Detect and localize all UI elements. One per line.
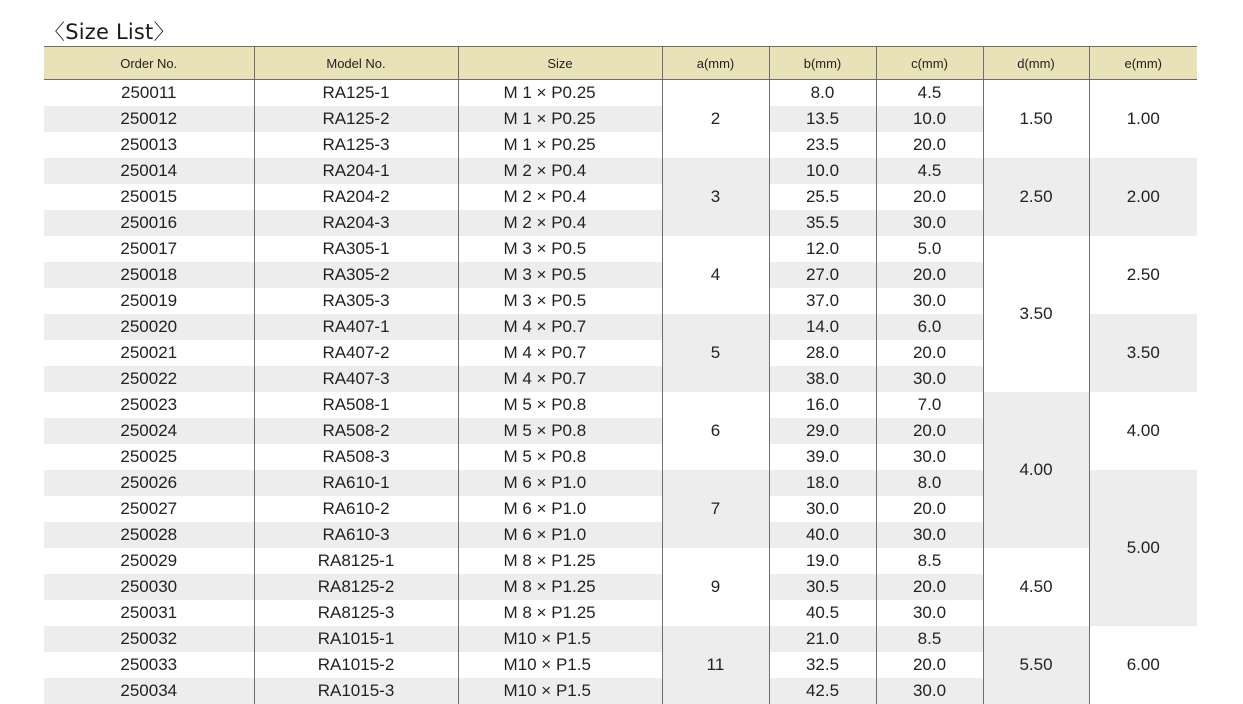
table-row xyxy=(44,392,1197,418)
order-no-cell: 250023 xyxy=(44,392,254,418)
model-no-cell: RA407-3 xyxy=(254,366,458,392)
c-mm-cell: 6.0 xyxy=(876,314,983,340)
c-mm-cell: 7.0 xyxy=(876,392,983,418)
d-mm-cell: 5.50 xyxy=(983,626,1089,704)
d-mm-cell: 3.50 xyxy=(983,236,1089,392)
d-mm-cell: 4.50 xyxy=(983,548,1089,626)
table-row xyxy=(44,548,1197,574)
b-mm-cell: 38.0 xyxy=(769,366,876,392)
size-cell: M 1 × P0.25 xyxy=(458,132,662,158)
b-mm-cell: 23.5 xyxy=(769,132,876,158)
size-cell: M 5 × P0.8 xyxy=(458,444,662,470)
e-mm-cell: 6.00 xyxy=(1089,626,1197,704)
size-cell: M 6 × P1.0 xyxy=(458,496,662,522)
a-mm-cell: 2 xyxy=(662,80,769,159)
c-mm-cell: 30.0 xyxy=(876,678,983,704)
c-mm-cell: 10.0 xyxy=(876,106,983,132)
c-mm-cell: 20.0 xyxy=(876,132,983,158)
a-mm-cell: 6 xyxy=(662,392,769,470)
c-mm-cell: 20.0 xyxy=(876,418,983,444)
model-no-cell: RA508-1 xyxy=(254,392,458,418)
model-no-cell: RA8125-3 xyxy=(254,600,458,626)
c-mm-cell: 5.0 xyxy=(876,236,983,262)
c-mm-cell: 20.0 xyxy=(876,340,983,366)
order-no-cell: 250032 xyxy=(44,626,254,652)
order-no-cell: 250033 xyxy=(44,652,254,678)
table-body xyxy=(44,80,1197,704)
c-mm-cell: 4.5 xyxy=(876,80,983,107)
header-d-mm: d(mm) xyxy=(983,47,1089,80)
order-no-cell: 250022 xyxy=(44,366,254,392)
order-no-cell: 250030 xyxy=(44,574,254,600)
b-mm-cell: 19.0 xyxy=(769,548,876,574)
model-no-cell: RA204-2 xyxy=(254,184,458,210)
c-mm-cell: 30.0 xyxy=(876,210,983,236)
c-mm-cell: 8.5 xyxy=(876,626,983,652)
order-no-cell: 250019 xyxy=(44,288,254,314)
table-row xyxy=(44,236,1197,262)
b-mm-cell: 25.5 xyxy=(769,184,876,210)
a-mm-cell: 7 xyxy=(662,470,769,548)
a-mm-cell: 3 xyxy=(662,158,769,236)
model-no-cell: RA1015-2 xyxy=(254,652,458,678)
model-no-cell: RA305-3 xyxy=(254,288,458,314)
model-no-cell: RA508-2 xyxy=(254,418,458,444)
size-cell: M 4 × P0.7 xyxy=(458,340,662,366)
model-no-cell: RA610-3 xyxy=(254,522,458,548)
model-no-cell: RA125-2 xyxy=(254,106,458,132)
c-mm-cell: 30.0 xyxy=(876,366,983,392)
model-no-cell: RA1015-1 xyxy=(254,626,458,652)
model-no-cell: RA1015-3 xyxy=(254,678,458,704)
c-mm-cell: 30.0 xyxy=(876,444,983,470)
b-mm-cell: 30.5 xyxy=(769,574,876,600)
table-row xyxy=(44,626,1197,652)
d-mm-cell: 1.50 xyxy=(983,80,1089,159)
c-mm-cell: 30.0 xyxy=(876,600,983,626)
order-no-cell: 250013 xyxy=(44,132,254,158)
model-no-cell: RA305-2 xyxy=(254,262,458,288)
size-cell: M 4 × P0.7 xyxy=(458,314,662,340)
order-no-cell: 250018 xyxy=(44,262,254,288)
table-row xyxy=(44,158,1197,184)
order-no-cell: 250034 xyxy=(44,678,254,704)
model-no-cell: RA204-1 xyxy=(254,158,458,184)
order-no-cell: 250024 xyxy=(44,418,254,444)
size-cell: M10 × P1.5 xyxy=(458,678,662,704)
header-model-no: Model No. xyxy=(254,47,458,80)
c-mm-cell: 20.0 xyxy=(876,262,983,288)
model-no-cell: RA8125-2 xyxy=(254,574,458,600)
model-no-cell: RA305-1 xyxy=(254,236,458,262)
size-cell: M 5 × P0.8 xyxy=(458,418,662,444)
size-list-table xyxy=(44,46,1197,704)
c-mm-cell: 20.0 xyxy=(876,184,983,210)
b-mm-cell: 28.0 xyxy=(769,340,876,366)
a-mm-cell: 4 xyxy=(662,236,769,314)
size-cell: M 2 × P0.4 xyxy=(458,158,662,184)
e-mm-cell: 3.50 xyxy=(1089,314,1197,392)
size-cell: M 5 × P0.8 xyxy=(458,392,662,418)
size-cell: M10 × P1.5 xyxy=(458,652,662,678)
model-no-cell: RA610-1 xyxy=(254,470,458,496)
header-e-mm: e(mm) xyxy=(1089,47,1197,80)
order-no-cell: 250014 xyxy=(44,158,254,184)
a-mm-cell: 5 xyxy=(662,314,769,392)
e-mm-cell: 2.00 xyxy=(1089,158,1197,236)
e-mm-cell: 4.00 xyxy=(1089,392,1197,470)
e-mm-cell: 2.50 xyxy=(1089,236,1197,314)
b-mm-cell: 16.0 xyxy=(769,392,876,418)
header-a-mm: a(mm) xyxy=(662,47,769,80)
b-mm-cell: 35.5 xyxy=(769,210,876,236)
b-mm-cell: 13.5 xyxy=(769,106,876,132)
size-cell: M 8 × P1.25 xyxy=(458,600,662,626)
order-no-cell: 250027 xyxy=(44,496,254,522)
c-mm-cell: 4.5 xyxy=(876,158,983,184)
b-mm-cell: 12.0 xyxy=(769,236,876,262)
size-cell: M 6 × P1.0 xyxy=(458,522,662,548)
b-mm-cell: 30.0 xyxy=(769,496,876,522)
table-row xyxy=(44,80,1197,107)
model-no-cell: RA125-3 xyxy=(254,132,458,158)
b-mm-cell: 29.0 xyxy=(769,418,876,444)
size-cell: M 3 × P0.5 xyxy=(458,262,662,288)
table-header-row xyxy=(44,47,1197,80)
model-no-cell: RA407-1 xyxy=(254,314,458,340)
order-no-cell: 250028 xyxy=(44,522,254,548)
model-no-cell: RA8125-1 xyxy=(254,548,458,574)
b-mm-cell: 21.0 xyxy=(769,626,876,652)
model-no-cell: RA407-2 xyxy=(254,340,458,366)
size-cell: M 3 × P0.5 xyxy=(458,236,662,262)
model-no-cell: RA125-1 xyxy=(254,80,458,107)
b-mm-cell: 10.0 xyxy=(769,158,876,184)
header-c-mm: c(mm) xyxy=(876,47,983,80)
size-cell: M10 × P1.5 xyxy=(458,626,662,652)
b-mm-cell: 18.0 xyxy=(769,470,876,496)
size-cell: M 3 × P0.5 xyxy=(458,288,662,314)
order-no-cell: 250016 xyxy=(44,210,254,236)
page-title: 〈Size List〉 xyxy=(44,17,175,47)
order-no-cell: 250021 xyxy=(44,340,254,366)
size-cell: M 4 × P0.7 xyxy=(458,366,662,392)
c-mm-cell: 30.0 xyxy=(876,522,983,548)
c-mm-cell: 20.0 xyxy=(876,496,983,522)
order-no-cell: 250017 xyxy=(44,236,254,262)
model-no-cell: RA204-3 xyxy=(254,210,458,236)
a-mm-cell: 11 xyxy=(662,626,769,704)
model-no-cell: RA508-3 xyxy=(254,444,458,470)
c-mm-cell: 8.5 xyxy=(876,548,983,574)
size-cell: M 6 × P1.0 xyxy=(458,470,662,496)
order-no-cell: 250012 xyxy=(44,106,254,132)
d-mm-cell: 4.00 xyxy=(983,392,1089,548)
b-mm-cell: 27.0 xyxy=(769,262,876,288)
b-mm-cell: 40.5 xyxy=(769,600,876,626)
header-b-mm: b(mm) xyxy=(769,47,876,80)
header-size: Size xyxy=(458,47,662,80)
size-cell: M 1 × P0.25 xyxy=(458,106,662,132)
a-mm-cell: 9 xyxy=(662,548,769,626)
order-no-cell: 250031 xyxy=(44,600,254,626)
d-mm-cell: 2.50 xyxy=(983,158,1089,236)
b-mm-cell: 37.0 xyxy=(769,288,876,314)
b-mm-cell: 40.0 xyxy=(769,522,876,548)
b-mm-cell: 39.0 xyxy=(769,444,876,470)
c-mm-cell: 20.0 xyxy=(876,574,983,600)
order-no-cell: 250015 xyxy=(44,184,254,210)
size-cell: M 8 × P1.25 xyxy=(458,548,662,574)
e-mm-cell: 1.00 xyxy=(1089,80,1197,159)
model-no-cell: RA610-2 xyxy=(254,496,458,522)
order-no-cell: 250029 xyxy=(44,548,254,574)
header-order-no: Order No. xyxy=(44,47,254,80)
size-cell: M 8 × P1.25 xyxy=(458,574,662,600)
b-mm-cell: 42.5 xyxy=(769,678,876,704)
size-cell: M 2 × P0.4 xyxy=(458,210,662,236)
c-mm-cell: 20.0 xyxy=(876,652,983,678)
b-mm-cell: 32.5 xyxy=(769,652,876,678)
order-no-cell: 250011 xyxy=(44,80,254,107)
order-no-cell: 250026 xyxy=(44,470,254,496)
b-mm-cell: 8.0 xyxy=(769,80,876,107)
e-mm-cell: 5.00 xyxy=(1089,470,1197,626)
c-mm-cell: 8.0 xyxy=(876,470,983,496)
size-cell: M 2 × P0.4 xyxy=(458,184,662,210)
size-cell: M 1 × P0.25 xyxy=(458,80,662,107)
c-mm-cell: 30.0 xyxy=(876,288,983,314)
order-no-cell: 250020 xyxy=(44,314,254,340)
order-no-cell: 250025 xyxy=(44,444,254,470)
b-mm-cell: 14.0 xyxy=(769,314,876,340)
